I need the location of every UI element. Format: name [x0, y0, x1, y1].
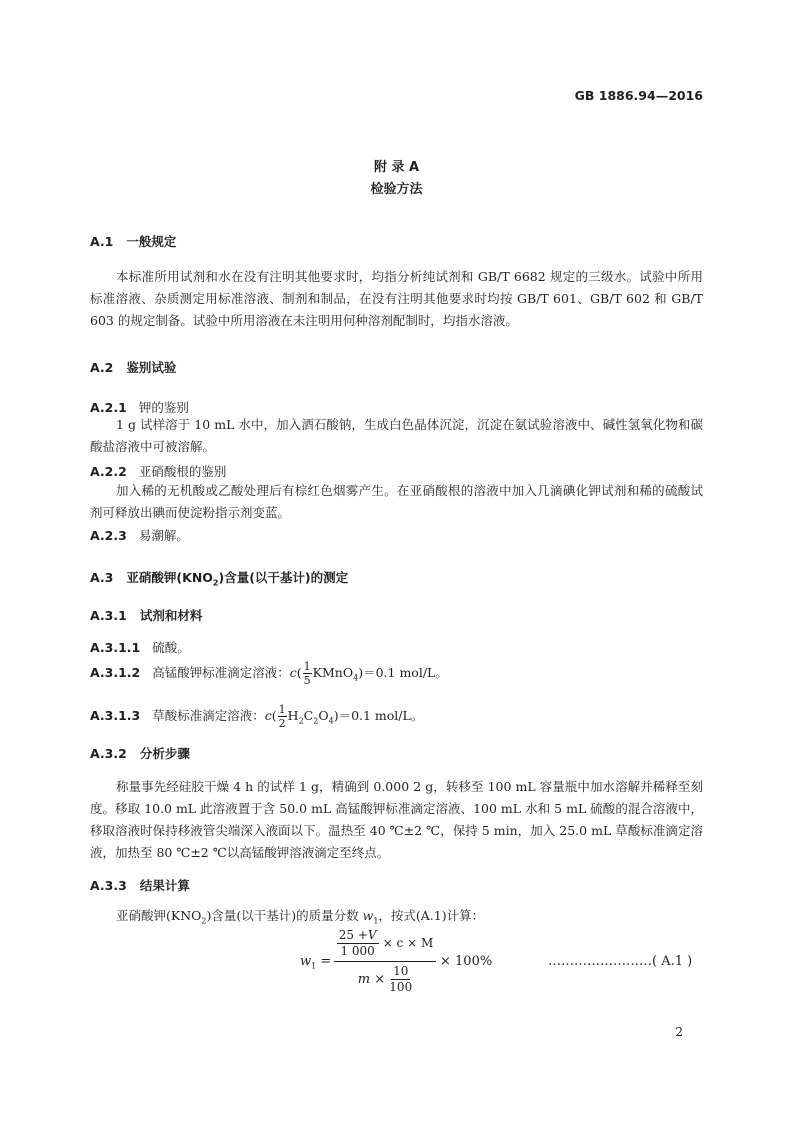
subsection-a23-heading: [90, 526, 189, 544]
section-number: A.2: [90, 360, 114, 375]
formula-numerator: $\frac{25 +V}{1 000}$ × c × M: [338, 928, 434, 958]
subsection-number: A.2.3: [90, 528, 127, 543]
subsection-title: 试剂和材料: [139, 608, 203, 623]
subsection-a32-heading: [90, 744, 190, 762]
item-number: A.3.1.3: [90, 708, 141, 723]
subsection-a22-heading: [90, 462, 226, 480]
formula-label: ……………………( A.1 ): [548, 954, 693, 969]
subsection-title: 易潮解。: [138, 528, 189, 543]
subsection-a32-text: 称量事先经硅胶干燥 4 h 的试样 1 g，精确到 0.000 2 g，转移至 100 mL 容量瓶中加水溶解并稀释至刻度。移取 10.0 mL 此溶液置于含 50.0 mL 高锰酸钾标准滴定溶液、100 mL 水和 5 mL 硫酸的混合溶液中，移取溶液时保持移液管尖端深入液面以下。温热至 40 ℃±2 ℃，保持 5 min，加入 25.0 mL 草酸标准滴定溶液，加热至 80 ℃±2 ℃以高锰酸钾溶液滴定至终点。: [90, 779, 703, 860]
subsection-number: A.3.2: [90, 746, 127, 761]
section-number: A.3: [90, 570, 114, 585]
section-number: A.1: [90, 234, 114, 249]
subsection-a31-heading: [90, 606, 202, 624]
fraction: $\frac{1}{2}$: [278, 703, 286, 730]
section-title: 亚硝酸钾$(KNO_2)$含量(以干基计)的测定: [126, 570, 349, 588]
section-title: 一般规定: [126, 234, 177, 249]
section-title: 鉴别试验: [126, 360, 177, 375]
item-a312: [90, 660, 448, 687]
subsection-title: 分析步骤: [139, 746, 190, 761]
item-text: 硫酸。: [152, 640, 190, 655]
standard-code: GB 1886.94—2016: [574, 88, 703, 103]
item-number: A.3.1.1: [90, 640, 141, 655]
subsection-number: A.3.3: [90, 878, 127, 893]
item-text: 高锰酸钾标准滴定溶液：c( $\frac{1}{5}$ KMnO$_4$)＝0.1 mol/L。: [152, 660, 448, 687]
formula-denominator: m × $\frac{10}{100}$: [357, 964, 413, 994]
subsection-number: A.3.1: [90, 608, 127, 623]
subsection-number: A.2.2: [90, 464, 127, 479]
subsection-a22-text: 加入稀的无机酸或乙酸处理后有棕红色烟雾产生。在亚硝酸根的溶液中加入几滴碘化钾试剂和稀的硫酸试剂可释放出碘而使淀粉指示剂变蓝。: [90, 483, 703, 520]
item-number: A.3.1.2: [90, 665, 141, 680]
fraction: $\frac{1}{5}$: [303, 660, 311, 687]
formula-lhs: $w_1$ =: [300, 954, 332, 971]
item-a311: [90, 638, 190, 656]
subsection-number: A.2.1: [90, 400, 127, 415]
section-a1-heading: [90, 232, 176, 250]
subsection-title: 亚硝酸根的鉴别: [138, 464, 227, 479]
item-text: 草酸标准滴定溶液：c( $\frac{1}{2}$ $H_2C_2O_4)=0.1$ mol/L。: [152, 703, 424, 730]
subsection-a21-text: 1 g 试样溶于 10 mL 水中，加入酒石酸钠，生成白色晶体沉淀，沉淀在氨试验溶液中、碱性氢氧化物和碳酸盐溶液中可被溶解。: [90, 417, 703, 454]
annex-subtitle: 检验方法: [370, 182, 423, 197]
formula-main-bar: [334, 961, 436, 962]
formula-tail: × 100%: [440, 954, 493, 969]
subsection-a33-heading: [90, 876, 190, 894]
subsection-title: 钾的鉴别: [138, 400, 189, 415]
section-a1-text: 本标准所用试剂和水在没有注明其他要求时，均指分析纯试剂和 GB/T 6682 规定的三级水。试验中所用标准溶液、杂质测定用标准溶液、制剂和制品，在没有注明其他要求时均按 GB/T 601、GB/T 602 和 GB/T 603 的规定制备。试验中所用溶液在未注明用何种溶剂配制时，均指水溶液。: [90, 269, 703, 328]
formula-a1: [300, 928, 710, 998]
calculation-intro: 亚硝酸钾$(KNO_2)$含量(以干基计)的质量分数 $w_1$，按式(A.1)计算：: [116, 908, 485, 926]
section-a2-heading: [90, 358, 176, 376]
annex-title: 附 录 A: [373, 160, 420, 175]
section-a3-heading: [90, 568, 348, 588]
subsection-title: 结果计算: [139, 878, 190, 893]
item-a313: [90, 703, 423, 730]
page-number: 2: [675, 1025, 683, 1039]
